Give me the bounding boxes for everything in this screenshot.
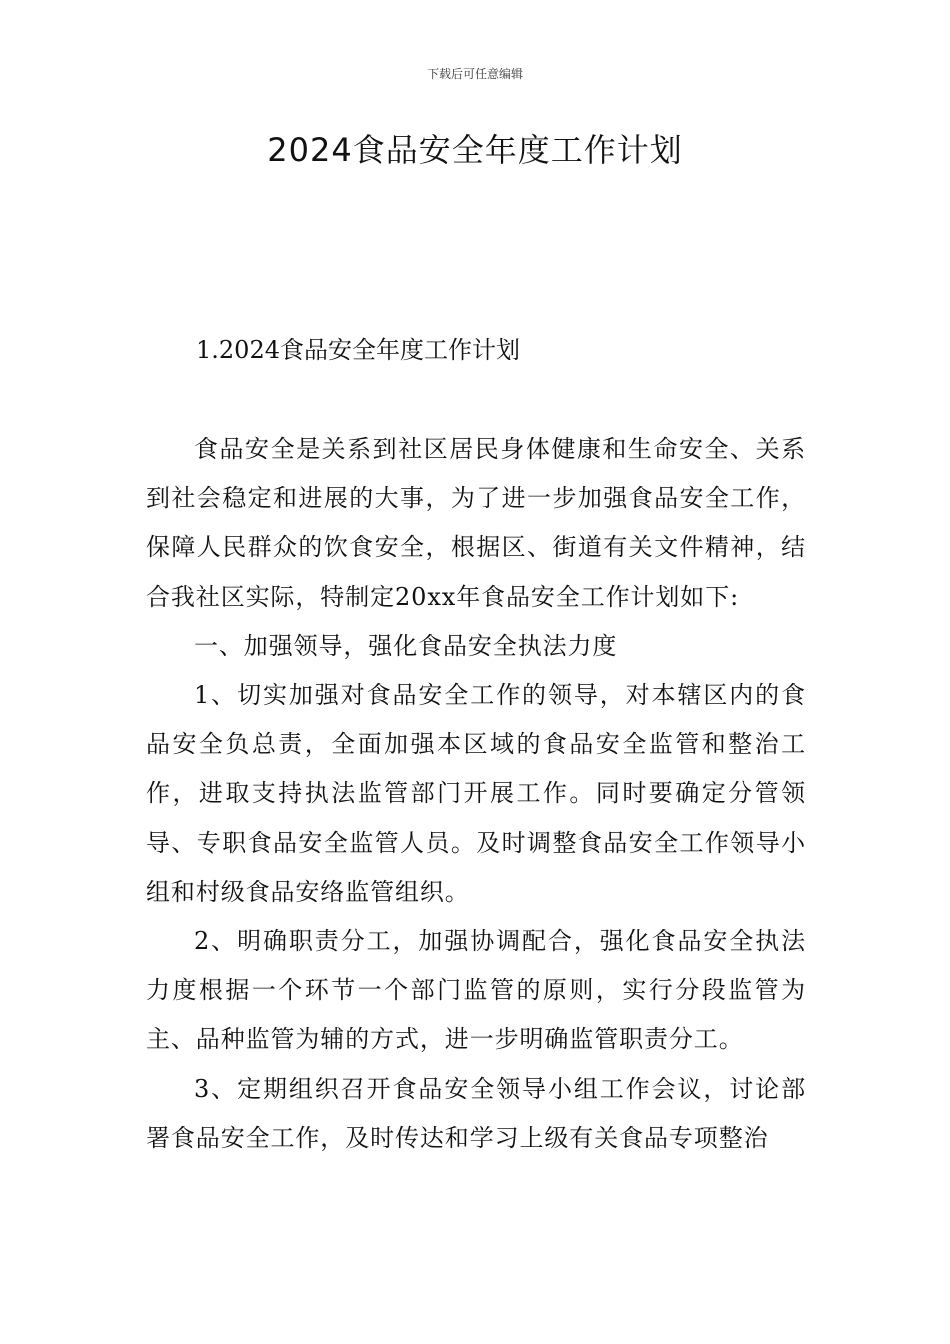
section-heading: 1.2024食品安全年度工作计划 — [196, 336, 520, 364]
paragraph-item-2: 2、明确职责分工，加强协调配合，强化食品安全执法力度根据一个环节一个部门监管的原则，实行分段监管为主、品种监管为辅的方式，进一步明确监管职责分工。 — [146, 927, 806, 1054]
header-note: 下载后可任意编辑 — [426, 67, 523, 81]
paragraph-item-1: 1、切实加强对食品安全工作的领导，对本辖区内的食品安全负总责，全面加强本区域的食品安全监管和整治工作，进取支持执法监管部门开展工作。同时要确定分管领导、专职食品安全监管人员。及时调整食品安全工作领导小组和村级食品安络监管组织。 — [146, 681, 806, 906]
paragraph-item-3: 3、定期组织召开食品安全领导小组工作会议，讨论部署食品安全工作，及时传达和学习上级有关食品专项整治 — [146, 1074, 806, 1152]
paragraph-intro: 食品安全是关系到社区居民身体健康和生命安全、关系到社会稳定和进展的大事，为了进一步加强食品安全工作，保障人民群众的饮食安全，根据区、街道有关文件精神，结合我社区实际，特制定20xx年食品安全工作计划如下: — [146, 435, 806, 611]
paragraph-heading-leadership: 一、加强领导，强化食品安全执法力度 — [194, 631, 618, 660]
body-text — [146, 425, 806, 1163]
document-title: 2024食品安全年度工作计划 — [267, 131, 683, 169]
